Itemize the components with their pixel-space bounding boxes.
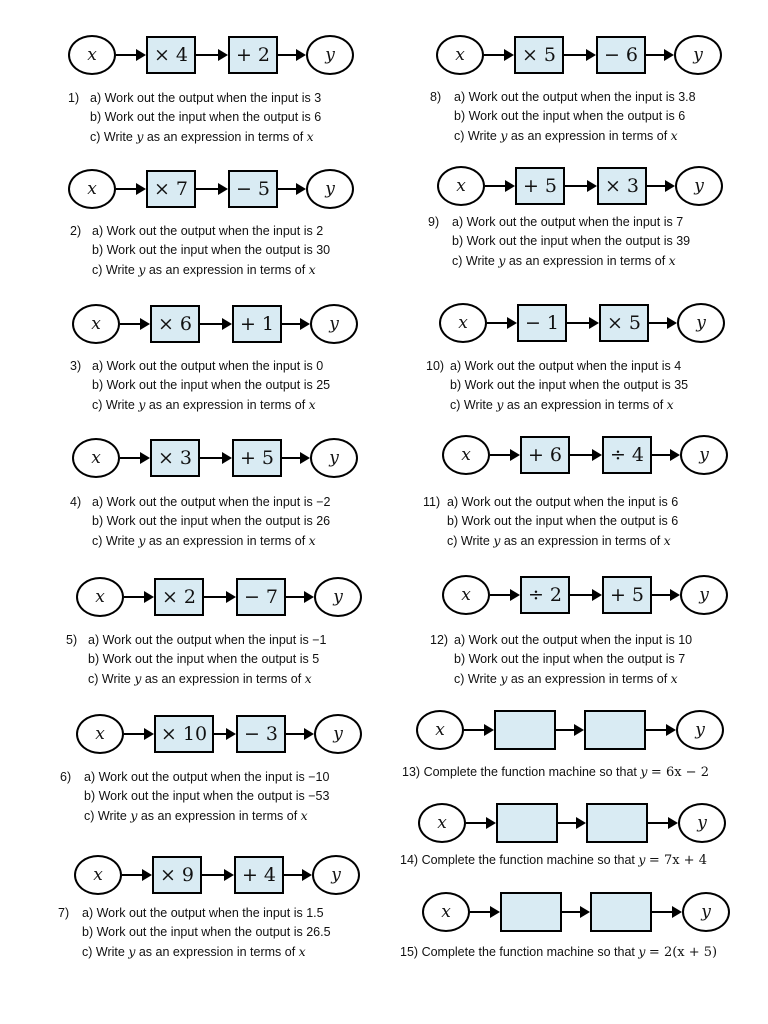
output-oval: y — [674, 35, 722, 75]
arrow-icon — [204, 596, 234, 598]
input-oval: x — [72, 304, 120, 344]
arrow-icon — [286, 733, 312, 735]
output-oval: y — [675, 166, 723, 206]
part-a: a) Work out the output when the input is 6 — [447, 495, 679, 509]
part-a: a) Work out the output when the input is 1.5 — [82, 906, 324, 920]
part-a: a) Work out the output when the input is 10 — [454, 633, 693, 647]
operation-box-1: × 7 — [146, 170, 196, 208]
question-number: 15) — [400, 945, 419, 959]
part-c: c) Write y as an expression in terms of x — [92, 262, 316, 277]
blank-operation-box-1[interactable] — [500, 892, 562, 932]
output-oval: y — [314, 714, 362, 754]
input-oval: x — [439, 303, 487, 343]
function-machine-14 — [418, 800, 738, 848]
arrow-icon — [200, 457, 230, 459]
question-9: 9) a) Work out the output when the input is 7 b) Work out the input when the output is 39 c) Write y as an expression in terms of x — [428, 215, 691, 268]
operation-box-1: × 2 — [154, 578, 204, 616]
question-1 — [68, 89, 321, 147]
arrow-icon — [122, 874, 150, 876]
question-text: Complete the function machine so that — [421, 853, 635, 867]
question-15 — [400, 942, 717, 962]
output-oval: y — [310, 438, 358, 478]
question-12: 12) a) Work out the output when the input is 10 b) Work out the input when the output is 7 c) Write y as an expression in terms of x — [430, 633, 693, 686]
function-machine-5 — [76, 574, 366, 620]
question-14 — [400, 850, 707, 870]
operation-box-1: + 5 — [515, 167, 565, 205]
part-b: b) Work out the input when the output is 35 — [450, 378, 689, 392]
question-6: 6) a) Work out the output when the input is −10 b) Work out the input when the output is −53 c) Write y as an expression in terms of x — [60, 770, 330, 823]
operation-box-2: − 6 — [596, 36, 646, 74]
question-text: Complete the function machine so that — [421, 945, 635, 959]
arrow-icon — [648, 822, 676, 824]
operation-box-1: × 5 — [514, 36, 564, 74]
arrow-icon — [196, 54, 226, 56]
part-b: b) Work out the input when the output is 6 — [447, 514, 679, 528]
question-5: 5) a) Work out the output when the input is −1 b) Work out the input when the output is 5 c) Write y as an expression in terms of x — [66, 633, 327, 686]
question-4: 4) a) Work out the output when the input is −2 b) Work out the input when the output is 26 c) Write y as an expression in terms of x — [70, 495, 331, 548]
arrow-icon — [649, 322, 675, 324]
blank-operation-box-2[interactable] — [586, 803, 648, 843]
output-oval: y — [678, 803, 726, 843]
operation-box-2: − 3 — [236, 715, 286, 753]
operation-box-2: × 3 — [597, 167, 647, 205]
arrow-icon — [490, 594, 518, 596]
function-machine-7 — [74, 852, 364, 898]
input-oval: x — [68, 169, 116, 209]
operation-box-1: − 1 — [517, 304, 567, 342]
arrow-icon — [282, 457, 308, 459]
function-machine-8 — [436, 32, 726, 78]
arrow-icon — [200, 323, 230, 325]
part-b: b) Work out the input when the output is 26 — [92, 514, 331, 528]
arrow-icon — [286, 596, 312, 598]
function-machine-13 — [416, 707, 736, 755]
function-machine-15 — [422, 889, 742, 937]
part-b: b) Work out the input when the output is 6 — [90, 110, 322, 124]
part-c: c) Write y as an expression in terms of x — [88, 671, 312, 686]
arrow-icon — [466, 822, 494, 824]
arrow-icon — [652, 454, 678, 456]
output-oval: y — [676, 710, 724, 750]
question-13 — [402, 762, 709, 782]
arrow-icon — [490, 454, 518, 456]
function-machine-9 — [437, 163, 727, 209]
part-a: a) Work out the output when the input is −10 — [84, 770, 330, 784]
function-machine-1 — [68, 32, 358, 78]
question-number: 1) — [68, 91, 80, 105]
part-a: a) Work out the output when the input is 4 — [450, 359, 682, 373]
part-b: b) Work out the input when the output is 26.5 — [82, 925, 331, 939]
question-3: 3) a) Work out the output when the input is 0 b) Work out the input when the output is 25 c) Write y as an expression in terms of x — [70, 359, 331, 412]
arrow-icon — [652, 911, 680, 913]
equation-var: y — [640, 764, 648, 779]
part-a: a) Work out the output when the input is −2 — [92, 495, 331, 509]
arrow-icon — [120, 457, 148, 459]
arrow-icon — [646, 54, 672, 56]
input-oval: x — [422, 892, 470, 932]
part-c: c) Write y as an expression in terms of x — [454, 128, 678, 143]
part-a: a) Work out the output when the input is −1 — [88, 633, 327, 647]
function-machine-6 — [76, 711, 366, 757]
input-oval: x — [76, 714, 124, 754]
part-c: c) Write y as an expression in terms of x — [92, 533, 316, 548]
arrow-icon — [202, 874, 232, 876]
equation-var: y — [638, 944, 646, 959]
operation-box-2: − 7 — [236, 578, 286, 616]
blank-operation-box-2[interactable] — [584, 710, 646, 750]
question-11: 11) a) Work out the output when the input is 6 b) Work out the input when the output is 6 c) Write y as an expression in terms of x — [423, 495, 679, 548]
arrow-icon — [278, 188, 304, 190]
operation-box-1: + 6 — [520, 436, 570, 474]
part-a: a) Work out the output when the input is 3.8 — [454, 90, 696, 104]
arrow-icon — [646, 729, 674, 731]
part-b: b) Work out the input when the output is 7 — [454, 652, 686, 666]
part-b: b) Work out the input when the output is 39 — [452, 234, 691, 248]
input-oval: x — [442, 575, 490, 615]
part-b: b) Work out the input when the output is 25 — [92, 378, 331, 392]
operation-box-2: + 2 — [228, 36, 278, 74]
part-c: c) Write y as an expression in terms of x — [90, 129, 314, 144]
input-oval: x — [436, 35, 484, 75]
operation-box-1: × 6 — [150, 305, 200, 343]
arrow-icon — [116, 54, 144, 56]
blank-operation-box-1[interactable] — [496, 803, 558, 843]
operation-box-2: + 4 — [234, 856, 284, 894]
arrow-icon — [484, 54, 512, 56]
output-oval: y — [310, 304, 358, 344]
part-c: c) Write y as an expression in terms of x — [452, 253, 676, 268]
arrow-icon — [278, 54, 304, 56]
arrow-icon — [567, 322, 597, 324]
function-machine-4 — [72, 435, 362, 481]
arrow-icon — [647, 185, 673, 187]
input-oval: x — [74, 855, 122, 895]
question-number: 13) — [402, 765, 421, 779]
output-oval: y — [312, 855, 360, 895]
arrow-icon — [282, 323, 308, 325]
part-c: c) Write y as an expression in terms of x — [92, 397, 316, 412]
question-2: 2) a) Work out the output when the input is 2 b) Work out the input when the output is 30 c) Write y as an expression in terms of x — [70, 224, 331, 277]
part-a: a) Work out the output when the input is 0 — [92, 359, 324, 373]
part-c: c) Write y as an expression in terms of x — [454, 671, 678, 686]
arrow-icon — [565, 185, 595, 187]
arrow-icon — [124, 596, 152, 598]
input-oval: x — [437, 166, 485, 206]
function-machine-10 — [439, 300, 729, 346]
part-c: c) Write y as an expression in terms of x — [82, 944, 306, 959]
arrow-icon — [120, 323, 148, 325]
output-oval: y — [682, 892, 730, 932]
blank-operation-box-1[interactable] — [494, 710, 556, 750]
output-oval: y — [306, 35, 354, 75]
part-c: c) Write y as an expression in terms of x — [447, 533, 671, 548]
equation-rhs: = 2(x + 5) — [648, 945, 718, 960]
function-machine-11 — [442, 432, 732, 478]
equation-rhs: = 7x + 4 — [648, 853, 707, 868]
arrow-icon — [564, 54, 594, 56]
input-oval: x — [442, 435, 490, 475]
arrow-icon — [485, 185, 513, 187]
question-10: 10) a) Work out the output when the input is 4 b) Work out the input when the output is 35 c) Write y as an expression in terms of x — [426, 359, 689, 412]
part-b: b) Work out the input when the output is 30 — [92, 243, 331, 257]
function-machine-2 — [68, 166, 358, 212]
blank-operation-box-2[interactable] — [590, 892, 652, 932]
question-8: 8) a) Work out the output when the input is 3.8 b) Work out the input when the output is 6 c) Write y as an expression in terms of x — [430, 90, 696, 143]
operation-box-1: × 10 — [154, 715, 214, 753]
arrow-icon — [116, 188, 144, 190]
equation-var: y — [638, 852, 646, 867]
operation-box-2: × 5 — [599, 304, 649, 342]
question-text: Complete the function machine so that — [423, 765, 637, 779]
input-oval: x — [418, 803, 466, 843]
arrow-icon — [464, 729, 492, 731]
operation-box-2: + 5 — [602, 576, 652, 614]
input-oval: x — [72, 438, 120, 478]
question-7: 7) a) Work out the output when the input is 1.5 b) Work out the input when the output is 26.5 c) Write y as an expression in terms of x — [58, 906, 331, 959]
operation-box-1: ÷ 2 — [520, 576, 570, 614]
question-number: 14) — [400, 853, 419, 867]
part-b: b) Work out the input when the output is −53 — [84, 789, 330, 803]
function-machine-12 — [442, 572, 732, 618]
function-machine-3 — [72, 301, 362, 347]
operation-box-1: × 9 — [152, 856, 202, 894]
operation-box-2: ÷ 4 — [602, 436, 652, 474]
output-oval: y — [306, 169, 354, 209]
arrow-icon — [652, 594, 678, 596]
arrow-icon — [570, 454, 600, 456]
arrow-icon — [558, 822, 584, 824]
arrow-icon — [124, 733, 152, 735]
arrow-icon — [196, 188, 226, 190]
input-oval: x — [68, 35, 116, 75]
output-oval: y — [677, 303, 725, 343]
part-c: c) Write y as an expression in terms of x — [450, 397, 674, 412]
output-oval: y — [314, 577, 362, 617]
part-a: a) Work out the output when the input is 3 — [90, 91, 322, 105]
operation-box-1: × 3 — [150, 439, 200, 477]
operation-box-1: × 4 — [146, 36, 196, 74]
part-a: a) Work out the output when the input is 2 — [92, 224, 324, 238]
output-oval: y — [680, 575, 728, 615]
arrow-icon — [570, 594, 600, 596]
arrow-icon — [214, 733, 234, 735]
arrow-icon — [284, 874, 310, 876]
operation-box-2: − 5 — [228, 170, 278, 208]
part-c: c) Write y as an expression in terms of x — [84, 808, 308, 823]
arrow-icon — [556, 729, 582, 731]
part-a: a) Work out the output when the input is 7 — [452, 215, 684, 229]
arrow-icon — [470, 911, 498, 913]
input-oval: x — [416, 710, 464, 750]
equation-rhs: = 6x − 2 — [650, 765, 709, 780]
part-b: b) Work out the input when the output is 5 — [88, 652, 320, 666]
part-b: b) Work out the input when the output is 6 — [454, 109, 686, 123]
operation-box-2: + 1 — [232, 305, 282, 343]
operation-box-2: + 5 — [232, 439, 282, 477]
arrow-icon — [562, 911, 588, 913]
input-oval: x — [76, 577, 124, 617]
output-oval: y — [680, 435, 728, 475]
arrow-icon — [487, 322, 515, 324]
